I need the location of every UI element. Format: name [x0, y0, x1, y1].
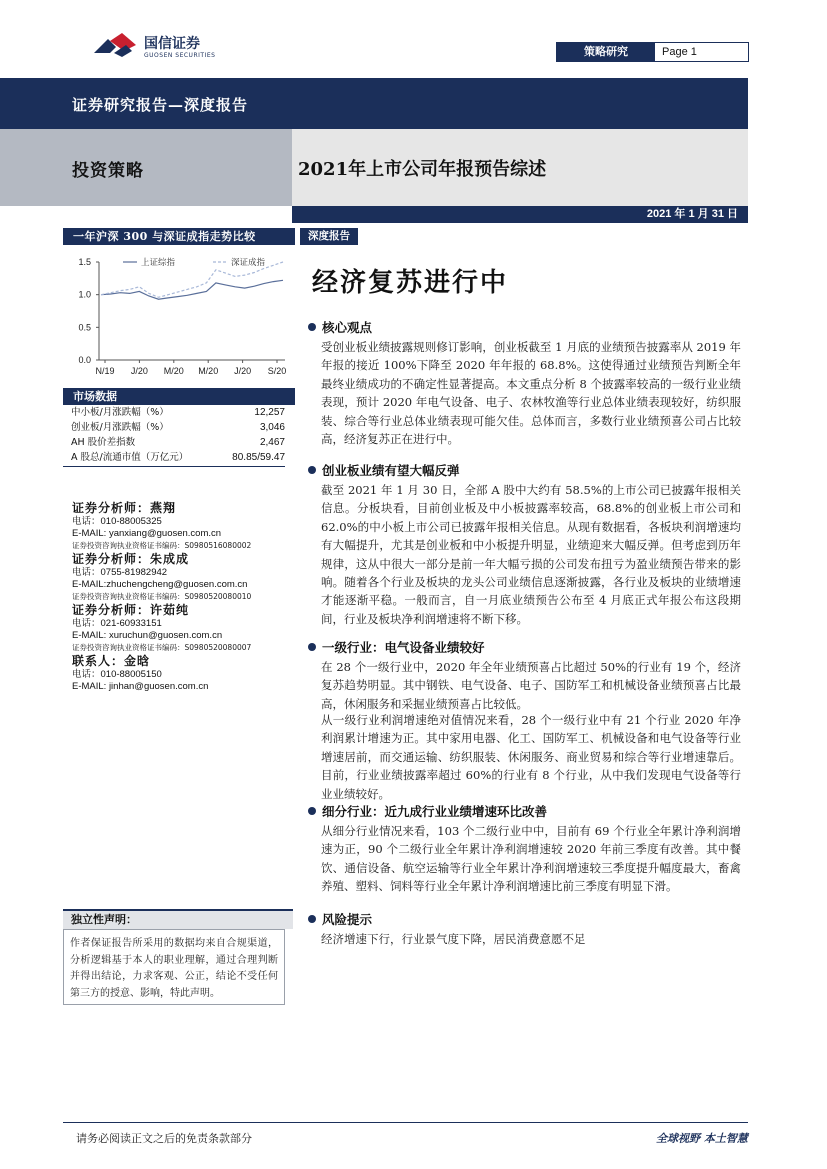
- footer-slogan: 全球视野 本土智慧: [656, 1132, 748, 1145]
- index-chart: [63, 252, 293, 380]
- analyst-name: 证券分析师：朱成成: [72, 552, 190, 566]
- report-date: 2021 年 1 月 31 日: [646, 208, 738, 220]
- analyst-name: 证券分析师：许茹纯: [72, 603, 190, 617]
- section-paragraph: 从一级行业利润增速绝对值情况来看，28 个一级行业中有 21 个行业 2020 年净利润累计增速为正。其中家用电器、化工、国防军工、机械设备和电气设备等行业增速居前，而交通运输、纺织服装、休闲服务、商业贸易和综合等行业增速靠后。目前，行业业绩披露率超过 60%的行业有 8 个行业，从中我们发现电气设备等行业业绩较好。: [321, 713, 741, 801]
- market-row: [63, 435, 285, 450]
- x-tick-label: J/20: [234, 366, 252, 376]
- headline: 经济复苏进行中: [312, 268, 509, 298]
- report-badge: 深度报告: [300, 228, 358, 245]
- contact-email[interactable]: E-MAIL: jinhan@guosen.com.cn: [72, 681, 209, 692]
- disclaimer-title: 独立性声明：: [63, 909, 293, 929]
- market-value: 3,046: [259, 422, 285, 433]
- page-tag: [556, 42, 749, 62]
- section-paragraph: 在 28 个一级行业中，2020 年全年业绩预喜占比超过 50%的行业有 19 个，经济复苏趋势明显。其中钢铁、电气设备、电子、国防军工和机械设备业绩预喜占比最高，休闲服务和采掘业绩预喜占比较低。: [321, 660, 741, 711]
- section-heading-text: 风险提示: [322, 912, 373, 927]
- section-heading-text: 一级行业：电气设备业绩较好: [322, 640, 485, 655]
- bullet-icon: [308, 807, 316, 815]
- analyst-email[interactable]: E-MAIL: xuruchun@guosen.com.cn: [72, 630, 223, 641]
- section-heading: [308, 638, 485, 658]
- legend-label: 上证综指: [141, 258, 176, 268]
- x-tick-label: J/20: [130, 366, 148, 376]
- analyst-name: 证券分析师：燕翔: [72, 501, 177, 515]
- section-heading-text: 创业板业绩有望大幅反弹: [322, 463, 460, 478]
- bullet-icon: [308, 643, 316, 651]
- market-label: 创业板/月涨跌幅（%）: [71, 422, 169, 433]
- section-heading: [308, 802, 547, 822]
- section-paragraph: 截至 2021 年 1 月 30 日，全部 A 股中大约有 58.5%的上市公司已披露年报相关信息。分板块看，目前创业板及中小板披露率较高，68.8%的创业板上市公司和 62.0%的中小板上市公司已披露年报相关信息。从现有数据看，各板块利润增速均有大幅提升，尤其是创业板和中小板提升明显，业绩迎来大幅反弹。但考虑到历年规律，这从中很大一部分是前一年大幅亏损的公司发布扭亏为盈业绩预告带来的影响。随着各个行业及板块的龙头公司业绩信息逐渐披露，各行业及板块的业绩增速才能逐渐平稳。一般而言，自一月底业绩预告公布至 4 月底正式年报公布这段期间，行业及板块净利润增速将不断下移。: [321, 483, 741, 626]
- y-tick-label: 0.5: [78, 322, 91, 333]
- chart-title: 一年沪深 300 与深证成指走势比较: [63, 228, 295, 245]
- footer-divider: [63, 1122, 748, 1123]
- company-logo: [92, 31, 252, 65]
- section-heading-text: 细分行业：近九成行业业绩增速环比改善: [322, 804, 548, 819]
- category-label: 策略研究: [557, 43, 655, 61]
- analyst-block: [72, 602, 292, 653]
- market-value: 2,467: [259, 437, 285, 448]
- analyst-phone: 电话：021-60933151: [72, 618, 162, 629]
- market-row: [63, 420, 285, 435]
- bullet-icon: [308, 915, 316, 923]
- analyst-list: [72, 500, 292, 693]
- section-heading: [308, 461, 460, 481]
- bullet-icon: [308, 466, 316, 474]
- section-paragraph: 经济增速下行，行业景气度下降，居民消费意愿不足: [321, 932, 586, 946]
- x-tick-label: S/20: [267, 366, 287, 376]
- analyst-phone: 电话：010-88005325: [72, 516, 162, 527]
- analyst-cert: 证券投资咨询执业资格证书编码：S0980520080007: [72, 643, 252, 652]
- x-tick-label: M/20: [198, 366, 219, 376]
- section-band: [0, 129, 292, 206]
- logo-english: GUOSEN SECURITIES: [144, 52, 216, 59]
- section-heading-text: 核心观点: [322, 320, 373, 335]
- logo-name: 国信证券: [144, 36, 200, 52]
- section-heading: [308, 910, 372, 930]
- market-value: 12,257: [254, 407, 285, 418]
- analyst-cert: 证券投资咨询执业资格证书编码：S0980516080002: [72, 541, 252, 550]
- market-label: A 股总/流通市值（万亿元）: [71, 452, 189, 463]
- report-type: 证券研究报告—深度报告: [72, 96, 249, 114]
- disclaimer-text: 作者保证报告所采用的数据均来自合规渠道，分析逻辑基于本人的职业理解，通过合理判断并得出结论，力求客观、公正，结论不受任何第三方的授意、影响，特此声明。: [63, 929, 285, 1005]
- market-label: AH 股价差指数: [71, 437, 136, 448]
- contact-name: 联系人：金晗: [72, 654, 151, 668]
- x-tick-label: N/19: [95, 366, 115, 376]
- document-title: 2021年上市公司年报预告综述: [298, 159, 547, 180]
- section-heading: [308, 318, 372, 338]
- legend-label: 深证成指: [231, 258, 266, 268]
- section-paragraph: 从细分行业情况来看，103 个二级行业中中，目前有 69 个行业全年累计净利润增速为正，90 个二级行业全年累计净利润增速较 2020 年前三季度有改善。其中餐饮、通信设备、航空运输等行业全年累计净利润增速较三季度提升幅度最大，畜禽养殖、塑料、饲料等行业全年累计净利润增速比前三季度有明显下滑。: [321, 824, 741, 894]
- section-name: 投资策略: [72, 161, 144, 181]
- market-divider: [63, 466, 285, 467]
- footer-disclaimer: 请务必阅读正文之后的免责条款部分: [76, 1132, 252, 1145]
- analyst-cert: 证券投资咨询执业资格证书编码：S0980520080010: [72, 592, 252, 601]
- market-row: [63, 405, 285, 420]
- market-value: 80.85/59.47: [232, 452, 285, 463]
- analyst-email[interactable]: E-MAIL:zhuchengcheng@guosen.com.cn: [72, 579, 248, 590]
- bullet-icon: [308, 323, 316, 331]
- index-chart-svg: [63, 252, 293, 380]
- section-paragraph: 受创业板业绩披露规则修订影响，创业板截至 1 月底的业绩预告披露率从 2019 年年报的接近 100%下降至 2020 年年报的 68.8%。这使得通过业绩预告判断全年最终业绩成功的不确定性显著提高。本文重点分析 8 个披露率较高的一级行业业绩表现，预计 2020 年电气设备、电子、农林牧渔等行业总体业绩表现较好，纺织服装、综合等行业总体业绩表现可能欠佳。总体而言，多数行业业绩预喜公司占比较高，经济复苏正在进行中。: [321, 340, 741, 447]
- y-tick-label: 1.0: [78, 289, 91, 300]
- analyst-block: [72, 551, 292, 602]
- y-tick-label: 0.0: [78, 355, 91, 365]
- market-row: [63, 450, 285, 465]
- contact-block: [72, 653, 292, 693]
- analyst-phone: 电话：0755-81982942: [72, 567, 168, 578]
- y-tick-label: 1.5: [78, 257, 91, 267]
- market-label: 中小板/月涨跌幅（%）: [71, 407, 169, 418]
- logo-mark-icon: [92, 31, 138, 59]
- market-data-table: [63, 405, 285, 465]
- x-tick-label: M/20: [163, 366, 184, 376]
- contact-phone: 电话：010-88005150: [72, 669, 162, 680]
- market-data-title: 市场数据: [63, 388, 295, 405]
- analyst-email[interactable]: E-MAIL: yanxiang@guosen.com.cn: [72, 528, 222, 539]
- page-number: Page 1: [662, 46, 697, 58]
- analyst-block: [72, 500, 292, 551]
